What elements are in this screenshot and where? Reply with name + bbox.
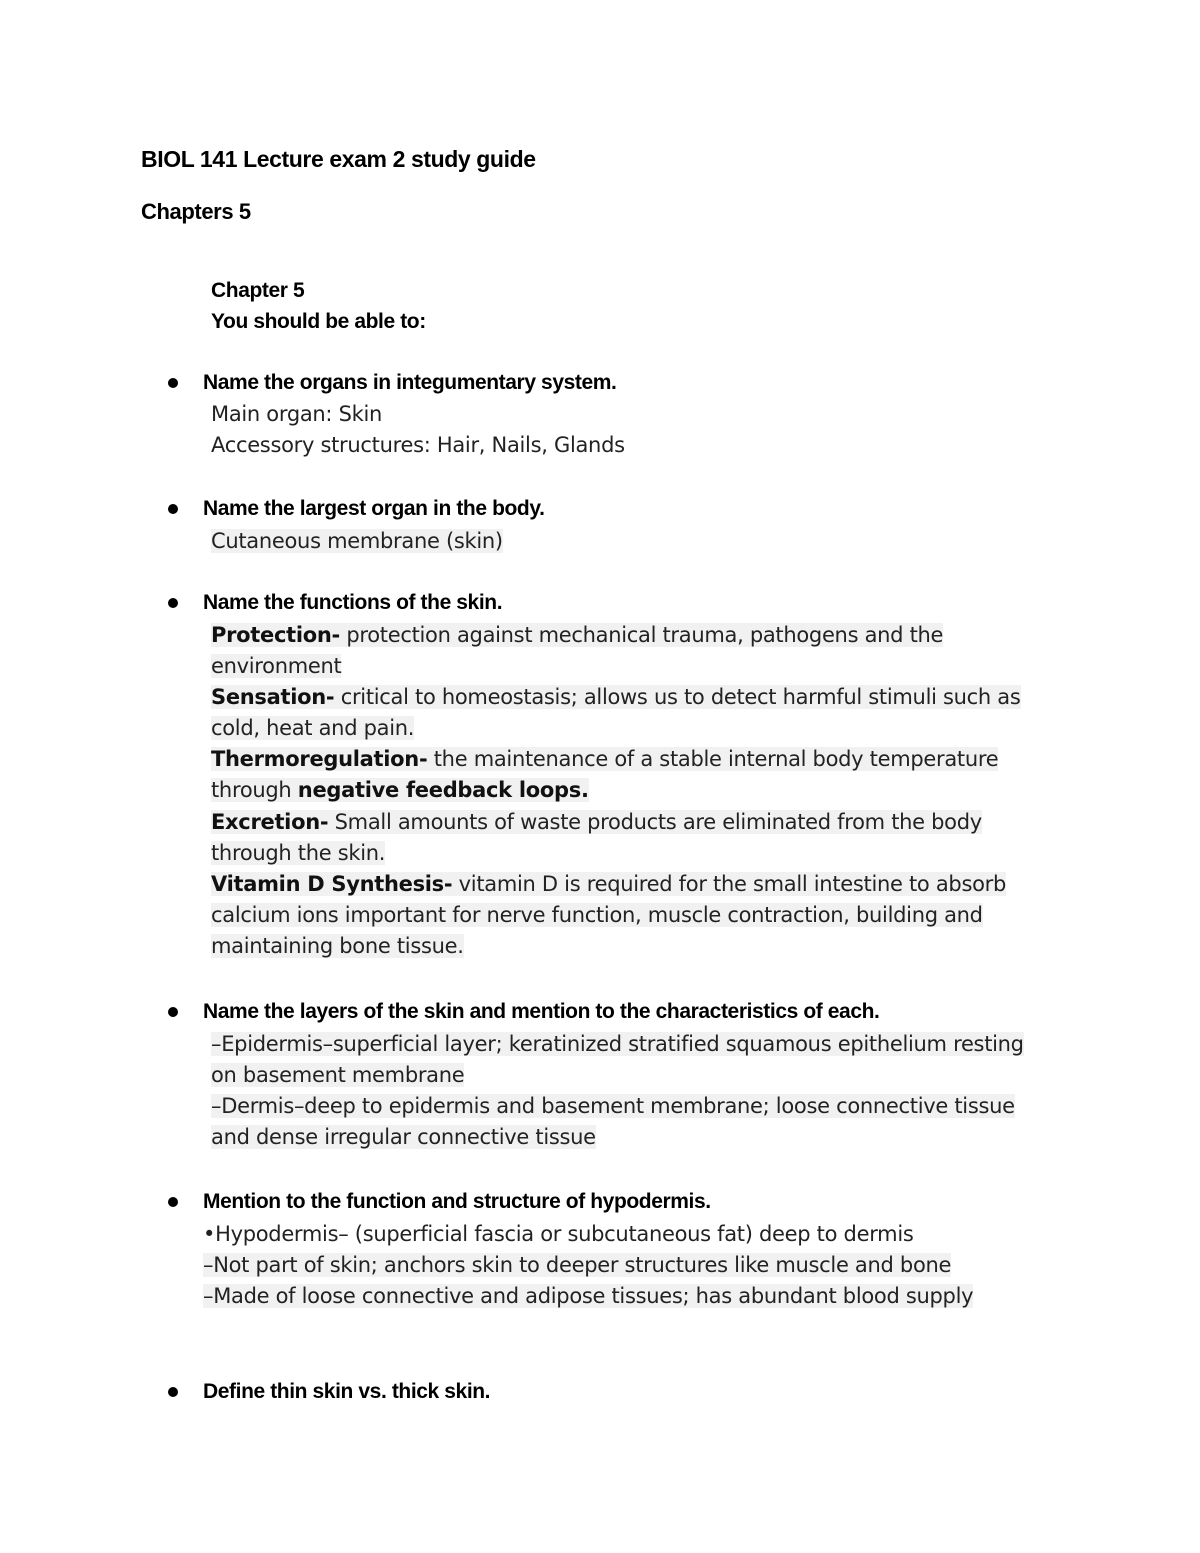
question-thin-thick-skin: Define thin skin vs. thick skin. [203, 1380, 491, 1403]
function-term: Thermoregulation- [211, 747, 428, 771]
function-text-cont: cold, heat and pain. [211, 716, 415, 740]
bullet-icon [168, 378, 178, 388]
question-hypodermis: Mention to the function and structure of hypodermis. [203, 1190, 711, 1213]
answer-line: on basement membrane [211, 1063, 465, 1087]
chapters-heading: Chapters 5 [141, 199, 251, 224]
answer-line: –Dermis–deep to epidermis and basement membrane; loose connective tissue [211, 1094, 1015, 1118]
bullet-icon [168, 1007, 178, 1017]
function-sensation [211, 685, 1021, 709]
answer-line: Cutaneous membrane (skin) [211, 529, 503, 553]
document-title: BIOL 141 Lecture exam 2 study guide [141, 146, 536, 172]
function-term: Protection- [211, 623, 340, 647]
function-text: through [211, 778, 298, 802]
function-text: critical to homeostasis; allows us to detect harmful stimuli such as [334, 685, 1021, 709]
answer-line: •Hypodermis– (superficial fascia or subcutaneous fat) deep to dermis [203, 1222, 914, 1246]
bullet-icon [168, 1197, 178, 1207]
function-bold-tail: negative feedback loops. [297, 778, 589, 802]
question-largest-organ: Name the largest organ in the body. [203, 497, 545, 520]
function-text: protection against mechanical trauma, pathogens and the [339, 623, 944, 647]
bullet-icon [168, 1387, 178, 1397]
function-text: the maintenance of a stable internal body temperature [427, 747, 999, 771]
function-excretion [211, 810, 982, 834]
function-term: Sensation- [211, 685, 335, 709]
function-text-cont [211, 778, 589, 802]
function-protection [211, 623, 943, 647]
function-text: Small amounts of waste products are eliminated from the body [328, 810, 982, 834]
function-term: Vitamin D Synthesis- [211, 872, 453, 896]
function-term: Excretion- [211, 810, 329, 834]
answer-line: Main organ: Skin [211, 402, 383, 426]
function-text-cont: environment [211, 654, 342, 678]
function-text: vitamin D is required for the small intestine to absorb [452, 872, 1006, 896]
answer-line: –Not part of skin; anchors skin to deeper structures like muscle and bone [203, 1253, 952, 1277]
function-text-cont: through the skin. [211, 841, 386, 865]
function-text-cont: calcium ions important for nerve function, muscle contraction, building and [211, 903, 983, 927]
intro-text: You should be able to: [211, 310, 426, 333]
bullet-icon [168, 504, 178, 514]
answer-line: Accessory structures: Hair, Nails, Glands [211, 433, 625, 457]
answer-line: and dense irregular connective tissue [211, 1125, 596, 1149]
answer-line: –Made of loose connective and adipose tissues; has abundant blood supply [203, 1284, 974, 1308]
bullet-icon [168, 598, 178, 608]
answer-line: –Epidermis–superficial layer; keratinized stratified squamous epithelium resting [211, 1032, 1024, 1056]
function-text-cont: maintaining bone tissue. [211, 934, 464, 958]
function-vitamin-d [211, 872, 1006, 896]
question-organs: Name the organs in integumentary system. [203, 371, 617, 394]
chapter-label: Chapter 5 [211, 279, 305, 302]
function-thermoregulation [211, 747, 998, 771]
question-functions: Name the functions of the skin. [203, 591, 503, 614]
question-layers: Name the layers of the skin and mention to the characteristics of each. [203, 1000, 880, 1023]
